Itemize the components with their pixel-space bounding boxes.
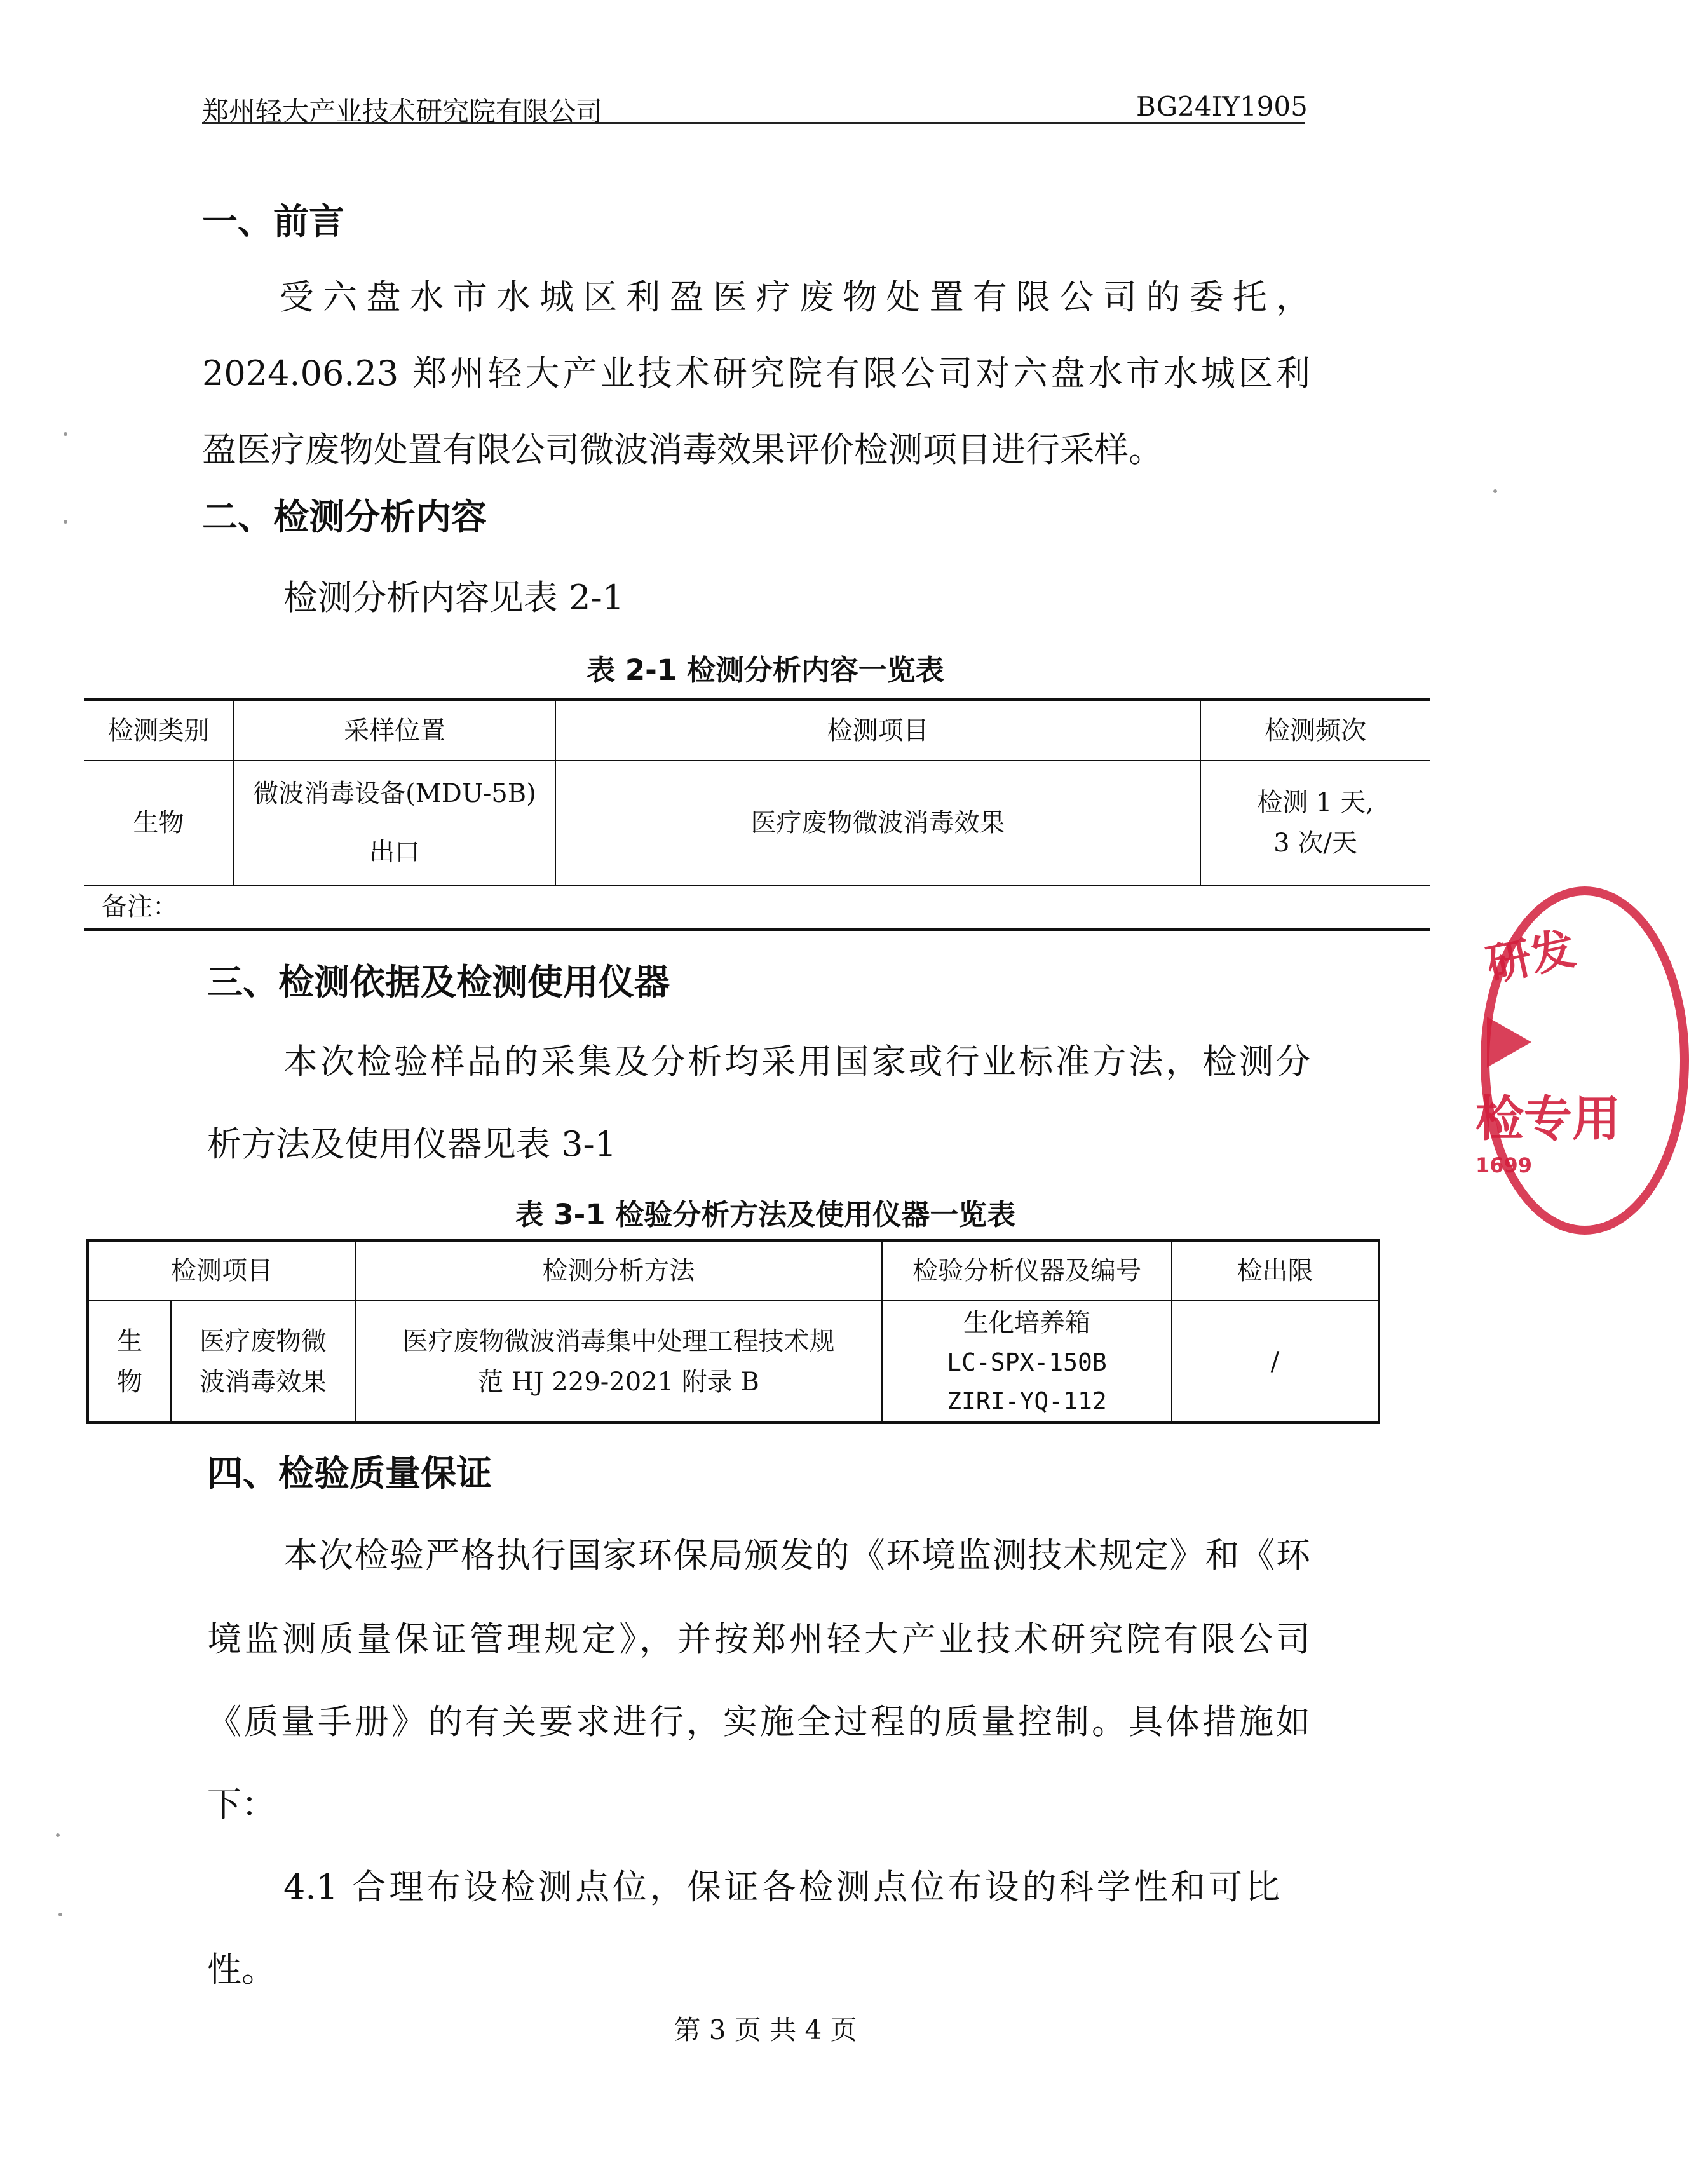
header-divider	[202, 122, 1305, 124]
table-2-1-frequency-line-1: 检测 1 天,	[1257, 788, 1374, 817]
header-company: 郑州轻大产业技术研究院有限公司	[202, 96, 603, 127]
section-4-line-4: 下：	[207, 1784, 276, 1824]
table-2-1-frequency-line-2: 3 次/天	[1273, 829, 1357, 858]
section-1-heading: 一、前言	[202, 201, 344, 243]
table-2-1-header-location: 采样位置	[344, 716, 445, 745]
table-2-1-note: 备注：	[102, 892, 178, 921]
table-2-1-cell-frequency	[1201, 761, 1430, 885]
table-3-1-instrument-line-2: LC-SPX-150B	[947, 1348, 1107, 1376]
seal-digits: 1699	[1475, 1153, 1533, 1177]
section-3-heading: 三、检测依据及检测使用仪器	[207, 962, 670, 1003]
table-3-1-caption: 表 3-1 检验分析方法及使用仪器一览表	[515, 1198, 1016, 1231]
section-4-line-3: 《质量手册》的有关要求进行，实施全过程的质量控制。具体措施如	[207, 1702, 1310, 1742]
seal-text-bottom: 检专用	[1475, 1090, 1620, 1147]
table-3-1-header-method: 检测分析方法	[542, 1256, 695, 1285]
section-4-line-2: 境监测质量保证管理规定》，并按郑州轻大产业技术研究院有限公司	[207, 1619, 1310, 1659]
table-3-1-item-line-1: 医疗废物微	[200, 1326, 327, 1356]
table-2-1-cell-category: 生物	[133, 808, 184, 838]
section-1-line-1: 受六盘水市水城区利盈医疗废物处置有限公司的委托，	[280, 277, 1310, 317]
table-2-1-location-line-2: 出口	[369, 838, 420, 867]
section-4-line-1: 本次检验严格执行国家环保局颁发的《环境监测技术规定》和《环	[283, 1535, 1310, 1575]
scan-mark	[64, 432, 67, 436]
table-3-1-cell-item	[172, 1301, 355, 1421]
section-3-line-2: 析方法及使用仪器见表 3-1	[207, 1124, 617, 1164]
page-number: 第 3 页 共 4 页	[674, 2014, 857, 2045]
table-2-1-body-rule	[84, 885, 1430, 886]
table-3-1-header-item: 检测项目	[171, 1256, 273, 1285]
seal-star-icon	[1487, 1017, 1531, 1068]
table-2-1-cell-location	[234, 761, 555, 885]
seal-text-top: 研发	[1482, 922, 1580, 992]
table-3-1-header-limit: 检出限	[1237, 1256, 1313, 1285]
table-2-1-location-line-1: 微波消毒设备(MDU-5B)	[253, 779, 536, 808]
table-3-1-instrument-line-1: 生化培养箱	[963, 1308, 1090, 1338]
table-2-1-header-item: 检测项目	[827, 716, 929, 745]
scan-mark	[1493, 489, 1497, 493]
section-4-line-6: 性。	[207, 1950, 276, 1990]
section-2-heading: 二、检测分析内容	[202, 497, 487, 538]
section-4-heading: 四、检验质量保证	[207, 1453, 492, 1495]
table-3-1-method-line-2: 范 HJ 229-2021 附录 B	[478, 1367, 759, 1397]
scan-mark	[56, 1833, 60, 1837]
table-2-1-caption: 表 2-1 检测分析内容一览表	[587, 653, 944, 687]
section-2-intro: 检测分析内容见表 2-1	[283, 578, 625, 618]
header-report-number: BG24IY1905	[1136, 91, 1308, 122]
section-3-line-1: 本次检验样品的采集及分析均采用国家或行业标准方法，检测分	[283, 1041, 1310, 1082]
table-2-1-cell-item: 医疗废物微波消毒效果	[750, 808, 1005, 838]
table-3-1-method-line-1: 医疗废物微波消毒集中处理工程技术规	[402, 1326, 835, 1356]
section-1-line-3: 盈医疗废物处置有限公司微波消毒效果评价检测项目进行采样。	[202, 430, 1163, 470]
scan-mark	[64, 520, 67, 524]
table-3-1-cell-category	[89, 1301, 170, 1421]
table-3-1-cell-instrument	[883, 1301, 1171, 1421]
table-3-1-item-line-2: 波消毒效果	[200, 1367, 327, 1397]
table-2-1-header-frequency: 检测频次	[1265, 716, 1366, 745]
table-3-1-category-line-2: 物	[117, 1367, 142, 1397]
section-4-line-5: 4.1 合理布设检测点位，保证各检测点位布设的科学性和可比	[283, 1867, 1280, 1907]
table-3-1-cell-method	[356, 1301, 881, 1421]
table-3-1-cell-limit: /	[1270, 1346, 1280, 1376]
table-2-1-header-category: 检测类别	[107, 716, 210, 745]
scan-mark	[58, 1913, 62, 1916]
section-1-line-2: 2024.06.23 郑州轻大产业技术研究院有限公司对六盘水市水城区利	[202, 353, 1310, 393]
table-3-1-instrument-line-3: ZIRI-YQ-112	[947, 1387, 1107, 1415]
table-2-1-bottom-rule	[84, 928, 1430, 931]
table-3-1-category-line-1: 生	[117, 1326, 142, 1356]
table-3-1-header-instrument: 检验分析仪器及编号	[912, 1256, 1141, 1285]
